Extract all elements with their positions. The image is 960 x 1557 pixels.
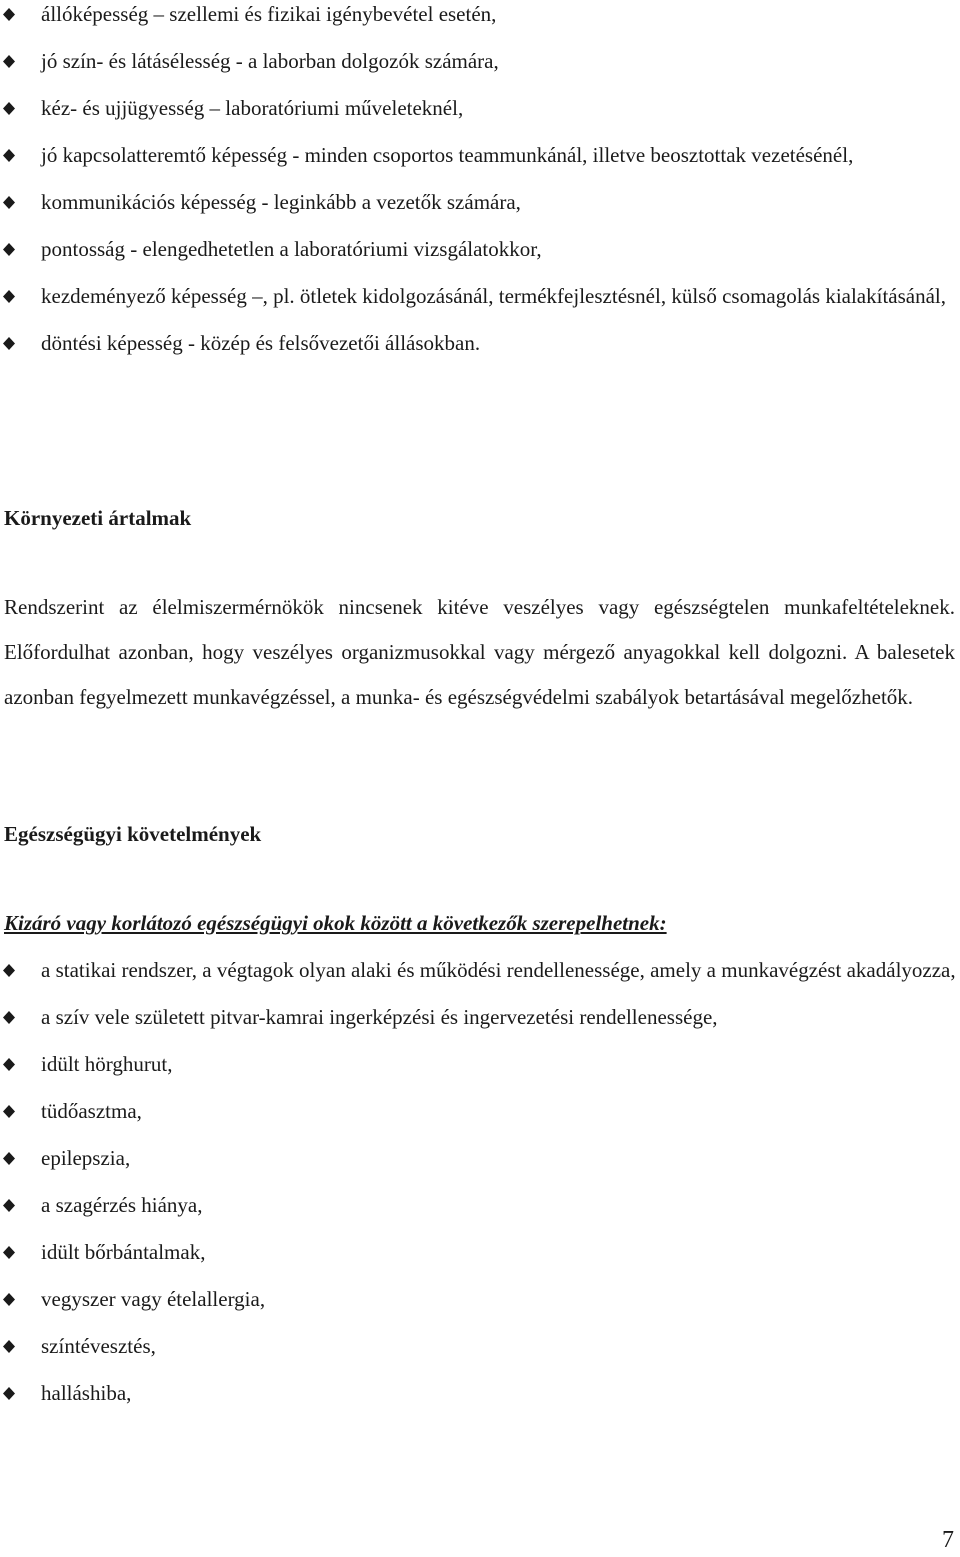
list-item	[0, 1323, 960, 1370]
diamond-bullet-icon	[3, 55, 15, 68]
list-item-text: pontosság - elengedhetetlen a laboratóriumi vizsgálatokkor,	[41, 237, 542, 261]
list-item-text: epilepszia,	[41, 1146, 131, 1170]
diamond-bullet-icon	[3, 1011, 15, 1024]
diamond-bullet-icon	[3, 102, 15, 115]
list-item-text: idült bőrbántalmak,	[41, 1240, 206, 1264]
list-item	[0, 1135, 960, 1182]
environment-paragraph: Rendszerint az élelmiszermérnökök nincsenek kitéve veszélyes vagy egészségtelen munkafeltételeknek. Előfordulhat azonban, hogy veszélyes organizmusokkal vagy mérgező anyagokkal kell dolgozni. A balesetek azonban fegyelmezett munkavégzéssel, a munka- és egészségvédelmi szabályok betartásával megelőzhetők.	[4, 595, 955, 709]
list-item	[0, 226, 960, 273]
page-number: 7	[942, 1527, 954, 1553]
health-subheading: Kizáró vagy korlátozó egészségügyi okok között a következők szerepelhetnek:	[4, 911, 667, 935]
list-item-text: tüdőasztma,	[41, 1099, 142, 1123]
list-item	[0, 38, 960, 85]
list-item-text: a statikai rendszer, a végtagok olyan alaki és működési rendellenessége, amely a munkavégzést akadályozza,	[41, 958, 956, 982]
diamond-bullet-icon	[3, 1246, 15, 1259]
diamond-bullet-icon	[3, 1340, 15, 1353]
list-item	[0, 1276, 960, 1323]
diamond-bullet-icon	[3, 290, 15, 303]
list-item-text: jó kapcsolatteremtő képesség - minden csoportos teammunkánál, illetve beosztottak vezetésénél,	[41, 143, 854, 167]
diamond-bullet-icon	[3, 1152, 15, 1165]
list-item	[0, 85, 960, 132]
diamond-bullet-icon	[3, 964, 15, 977]
list-item-text: halláshiba,	[41, 1381, 132, 1405]
list-item-text: kezdeményező képesség –, pl. ötletek kidolgozásánál, termékfejlesztésnél, külső csomagolás kialakításánál,	[41, 284, 947, 308]
abilities-list	[0, 0, 960, 367]
list-item	[0, 947, 960, 994]
list-item	[0, 1229, 960, 1276]
diamond-bullet-icon	[3, 1293, 15, 1306]
diamond-bullet-icon	[3, 337, 15, 350]
diamond-bullet-icon	[3, 8, 15, 21]
list-item-text: jó szín- és látásélesség - a laborban dolgozók számára,	[41, 49, 499, 73]
list-item	[0, 1088, 960, 1135]
list-item	[0, 179, 960, 226]
list-item-text: színtévesztés,	[41, 1334, 156, 1358]
list-item	[0, 1370, 960, 1417]
list-item	[0, 132, 960, 179]
list-item-text: a szív vele született pitvar-kamrai ingerképzési és ingervezetési rendellenessége,	[41, 1005, 718, 1029]
list-item-text: döntési képesség - közép és felsővezetői állásokban.	[41, 331, 481, 355]
diamond-bullet-icon	[3, 1199, 15, 1212]
diamond-bullet-icon	[3, 1387, 15, 1400]
list-item	[0, 320, 960, 367]
diamond-bullet-icon	[3, 243, 15, 256]
diamond-bullet-icon	[3, 196, 15, 209]
list-item-text: a szagérzés hiánya,	[41, 1193, 203, 1217]
list-item	[0, 1041, 960, 1088]
list-item	[0, 1182, 960, 1229]
diamond-bullet-icon	[3, 149, 15, 162]
diamond-bullet-icon	[3, 1105, 15, 1118]
list-item-text: idült hörghurut,	[41, 1052, 173, 1076]
health-conditions-list	[0, 947, 960, 1417]
list-item-text: állóképesség – szellemi és fizikai igénybevétel esetén,	[41, 2, 497, 26]
list-item-text: vegyszer vagy ételallergia,	[41, 1287, 266, 1311]
list-item	[0, 994, 960, 1041]
list-item	[0, 273, 960, 320]
list-item-text: kéz- és ujjügyesség – laboratóriumi műveleteknél,	[41, 96, 464, 120]
diamond-bullet-icon	[3, 1058, 15, 1071]
section-heading-health: Egészségügyi követelmények	[4, 822, 262, 846]
list-item-text: kommunikációs képesség - leginkább a vezetők számára,	[41, 190, 521, 214]
list-item	[0, 0, 960, 38]
section-heading-environment: Környezeti ártalmak	[4, 506, 192, 530]
